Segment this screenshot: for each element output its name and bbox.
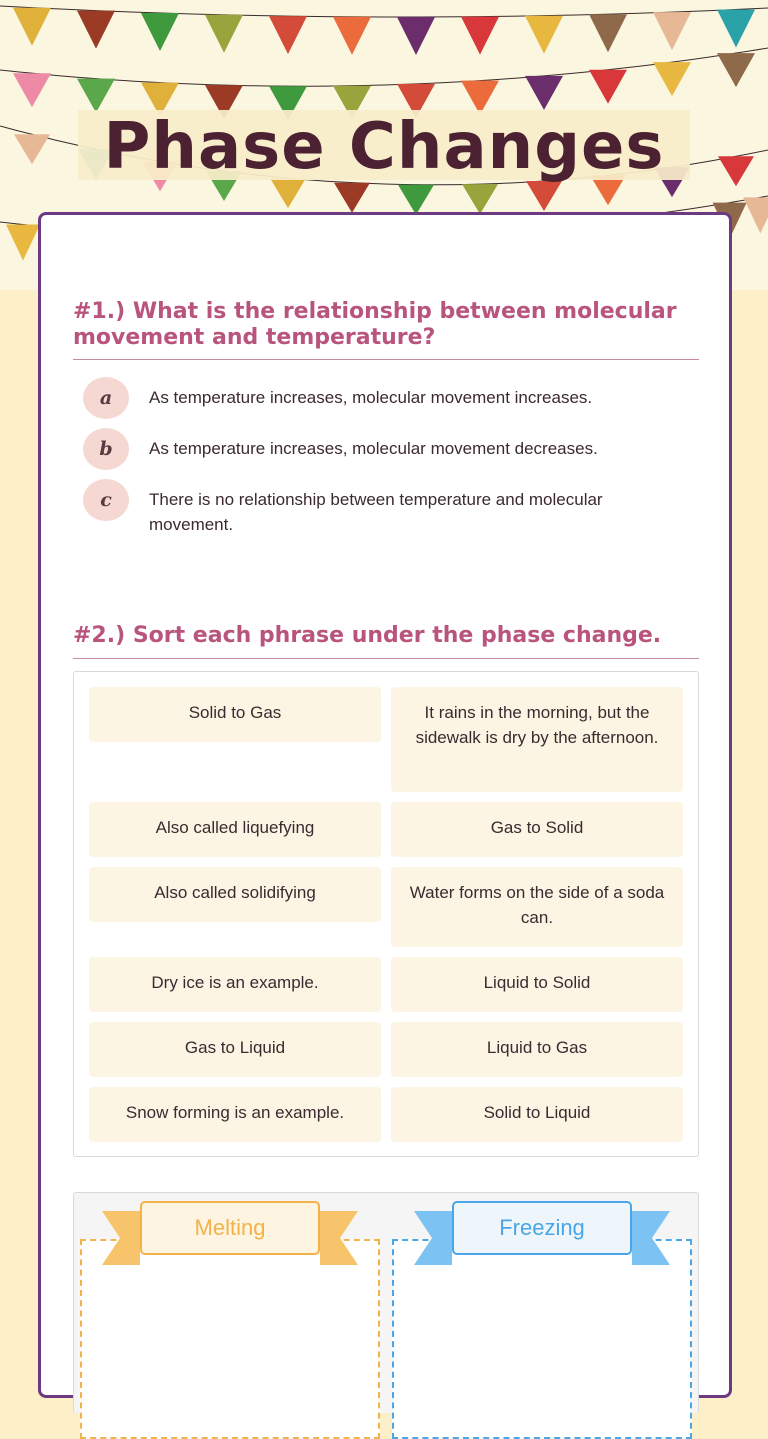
question-1-divider (73, 359, 699, 360)
sort-tile[interactable]: Snow forming is an example. (89, 1087, 381, 1142)
bunting-flag (397, 17, 435, 55)
bunting-flag (6, 225, 40, 261)
bunting-flag (589, 14, 627, 52)
bunting-flag (462, 184, 498, 214)
question-2-heading: #2.) Sort each phrase under the phase change. (73, 623, 662, 648)
freezing-label: Freezing (452, 1201, 632, 1255)
sort-tile[interactable]: It rains in the morning, but the sidewalk is dry by the afternoon. (391, 687, 683, 792)
melting-ribbon-left (102, 1211, 140, 1265)
sort-tile[interactable]: Solid to Liquid (391, 1087, 683, 1142)
bunting-flag (13, 73, 51, 107)
bunting-flag (717, 53, 755, 87)
choice-c-text[interactable]: There is no relationship between temperature and molecular movement. (149, 490, 603, 534)
page-title: Phase Changes (103, 110, 665, 184)
choice-b-text[interactable]: As temperature increases, molecular movement decreases. (149, 439, 598, 458)
choice-a-badge[interactable]: a (83, 377, 129, 419)
bunting-flag (333, 17, 371, 55)
question-2-divider (73, 658, 699, 659)
bunting-flag (653, 62, 691, 96)
bunting-flag (77, 11, 115, 49)
bunting-flag (525, 76, 563, 110)
bunting-flag (334, 183, 370, 213)
choice-c-badge[interactable]: c (83, 479, 129, 521)
bunting-flag (743, 197, 768, 233)
sort-tile[interactable]: Gas to Liquid (89, 1022, 381, 1077)
bunting-flag (653, 12, 691, 50)
bunting-flag (141, 13, 179, 51)
sort-tile[interactable]: Liquid to Gas (391, 1022, 683, 1077)
melting-label: Melting (140, 1201, 320, 1255)
bunting-flag (717, 10, 755, 48)
sort-tile[interactable]: Solid to Gas (89, 687, 381, 742)
bunting-flag (589, 70, 627, 104)
bunting-flag (461, 17, 499, 55)
question-1-heading: #1.) What is the relationship between molecular movement and temperature? (73, 299, 677, 350)
bunting-flag (205, 15, 243, 53)
choice-b-badge[interactable]: b (83, 428, 129, 470)
melting-ribbon-right (320, 1211, 358, 1265)
freezing-ribbon-right (632, 1211, 670, 1265)
bunting-flag (525, 16, 563, 54)
worksheet-panel (38, 212, 732, 1398)
freezing-ribbon-left (414, 1211, 452, 1265)
bunting-string (0, 6, 768, 17)
bunting-flag (269, 16, 307, 54)
sort-tile[interactable]: Also called solidifying (89, 867, 381, 922)
sort-tile[interactable]: Water forms on the side of a soda can. (391, 867, 683, 947)
bunting-string (0, 48, 768, 86)
bunting-flag (13, 8, 51, 46)
sort-tile[interactable]: Also called liquefying (89, 802, 381, 857)
sort-tile[interactable]: Gas to Solid (391, 802, 683, 857)
sort-tile[interactable]: Dry ice is an example. (89, 957, 381, 1012)
bunting-flag (398, 185, 434, 215)
sort-tile[interactable]: Liquid to Solid (391, 957, 683, 1012)
choice-a-text[interactable]: As temperature increases, molecular movement increases. (149, 388, 593, 407)
sort-tile-pool (73, 671, 699, 1157)
